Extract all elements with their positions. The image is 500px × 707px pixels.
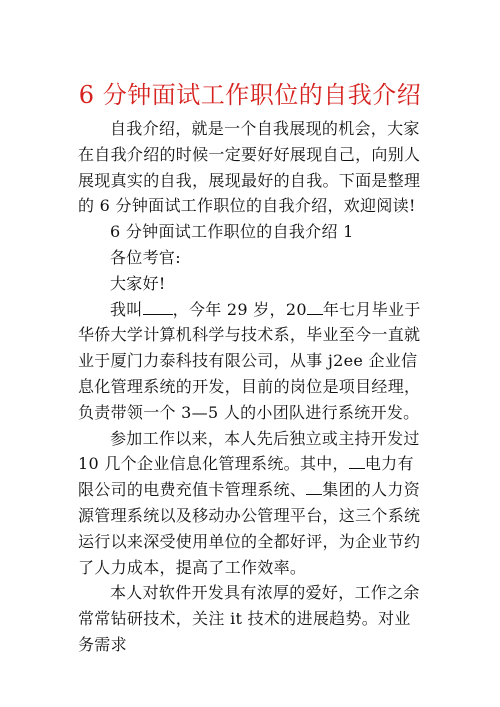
name-blank [143,314,173,315]
company-blank-1 [349,468,365,469]
paragraph-background [78,297,422,426]
paragraph-experience [78,426,422,581]
p1-text-2: ，今年 29 岁， [172,299,286,319]
document-body [78,116,422,658]
p1-text-3: 年七月毕业于华侨大学计算机科学与技术系，毕业至今一直就业于厦门力泰科技有限公司，从事 j2ee 企业信息化管理系统的开发，目前的岗位是项目经理，负责带领一个 3—5 人的小团队进行系统开发。 [78,299,421,422]
p1-text-1: 我叫 [110,299,143,319]
company-blank-2 [306,494,322,495]
subheading: 6 分钟面试工作职位的自我介绍 1 [110,222,354,242]
p1-year-prefix: 20 [285,299,307,319]
document-title: 6 分钟面试工作职位的自我介绍 [78,81,422,109]
paragraph-interest: 本人对软件开发具有浓厚的爱好，工作之余常常钻研技术，关注 it 技术的进展趋势。对业务需求 [78,583,420,654]
p2-text-3: 集团的人力资源管理系统以及移动办公管理平台，这三个系统运行以来深受使用单位的全都好评，为企业节约了人力成本，提高了工作效率。 [78,480,421,577]
intro-paragraph: 自我介绍，就是一个自我展现的机会，大家在自我介绍的时候一定要好好展现自己，向别人展现真实的自我，展现最好的自我。下面是整理的 6 分钟面试工作职位的自我介绍，欢迎阅读! [78,119,421,216]
year-blank [307,314,323,315]
salutation: 各位考官: [110,247,181,267]
p2-text-2: 电力有限公司的电费充值卡管理系统、 [78,454,414,500]
p2-text-1: 参加工作以来，本人先后独立或主持开发过 10 几个企业信息化管理系统。其中， [78,428,420,474]
greeting: 大家好! [110,273,166,293]
